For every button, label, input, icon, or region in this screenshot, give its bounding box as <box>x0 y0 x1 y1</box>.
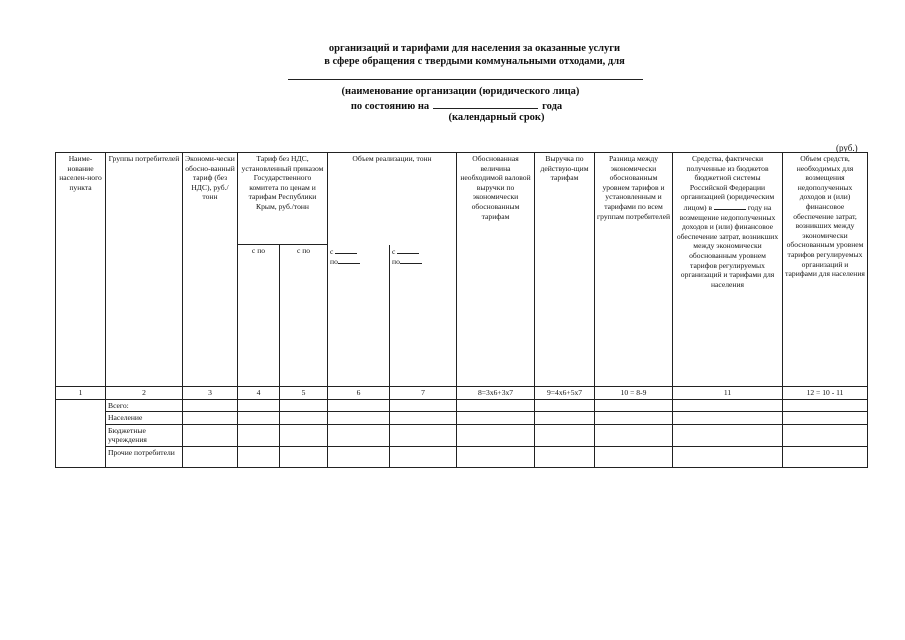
consumer-group-label: Население <box>106 412 183 425</box>
table-row <box>56 399 868 412</box>
col-number: 6 <box>328 387 390 400</box>
subheader-tariff-period-1: с по <box>238 245 280 387</box>
header-settlement: Наиме-нование населен-ного пункта <box>56 153 106 387</box>
year-blank-field <box>714 202 746 210</box>
header-consumer-groups: Группы потребителей <box>106 153 183 387</box>
header-budget-funds <box>673 153 783 387</box>
header-required-funds: Объем средств, необходимых для возмещения недополученных доходов и (или) финансовое обеспечение затрат, возникших между экономически обоснованным уровнем тарифов регулируемых организаций и тарифами для населения <box>783 153 868 387</box>
table-row <box>56 424 868 446</box>
to-blank <box>338 256 360 264</box>
header-line-1: организаций и тарифами для населения за оказанные услуги <box>328 43 621 54</box>
currency-unit-label: (руб.) <box>836 143 858 153</box>
col-number: 11 <box>673 387 783 400</box>
col-number: 10 = 8-9 <box>595 387 673 400</box>
header-row <box>56 153 868 245</box>
header-required-revenue: Обоснованная величина необходимой валовой выручки по экономически обоснованным тарифам <box>457 153 535 387</box>
header-tariff-difference: Разница между экономически обоснованным уровнем тарифов и установленным и тарифами по всем группам потребителей <box>595 153 673 387</box>
consumer-group-label: Прочие потребители <box>106 446 183 467</box>
from-label: с <box>330 246 334 256</box>
consumer-group-label: Всего: <box>106 399 183 412</box>
subheader-volume-period-2 <box>390 245 457 387</box>
col-number: 1 <box>56 387 106 400</box>
header-sales-volume: Объем реализации, тонн <box>328 153 457 245</box>
to-label: по <box>392 257 400 267</box>
header-established-tariff: Тариф без НДС, установленный приказом Государственного комитета по ценам и тарифам Республики Крым, руб./тонн <box>238 153 328 245</box>
as-of-prefix: по состоянию на <box>350 101 430 112</box>
col-number: 8=3х6+3х7 <box>457 387 535 400</box>
col-number: 5 <box>280 387 328 400</box>
to-blank <box>400 256 422 264</box>
header-current-revenue: Выручка по действую-щим тарифам <box>535 153 595 387</box>
period-caption: (календарный срок) <box>448 112 545 123</box>
col-number: 12 = 10 - 11 <box>783 387 868 400</box>
as-of-date-line <box>4 99 905 113</box>
col-number: 9=4х6+5х7 <box>535 387 595 400</box>
column-number-row <box>56 387 868 400</box>
tariff-report-table <box>55 152 868 468</box>
to-label: по <box>330 257 338 267</box>
as-of-suffix: года <box>542 101 563 112</box>
date-blank-field <box>433 99 538 109</box>
org-name-blank-line <box>288 79 643 80</box>
budget-funds-text-a: Средства, фактически полученные из бюджетов бюджетной системы Российской Федерации организацией (юридическим лицом) в <box>680 154 775 212</box>
budget-funds-text-b: году на возмещение недополученных доходов и (или) финансовое обеспечение затрат, возникших между экономически обоснованным уровнем тарифов регулируемых организаций и тарифами для населения <box>676 202 779 289</box>
org-name-caption: (наименование организации (юридического лица) <box>341 86 580 97</box>
table-row <box>56 446 868 467</box>
subheader-volume-period-1 <box>328 245 390 387</box>
col-number: 7 <box>390 387 457 400</box>
col-number: 4 <box>238 387 280 400</box>
header-economic-tariff: Экономи-чески обосно-ванный тариф (без НДС), руб./тонн <box>183 153 238 387</box>
from-label: с <box>392 246 396 256</box>
table-row <box>56 412 868 425</box>
from-blank <box>335 246 357 254</box>
subheader-tariff-period-2: с по <box>280 245 328 387</box>
from-blank <box>397 246 419 254</box>
settlement-cell <box>56 399 106 467</box>
header-line-2: в сфере обращения с твердыми коммунальными отходами, для <box>324 56 625 67</box>
col-number: 3 <box>183 387 238 400</box>
consumer-group-label: Бюджетные учреждения <box>106 424 183 446</box>
col-number: 2 <box>106 387 183 400</box>
